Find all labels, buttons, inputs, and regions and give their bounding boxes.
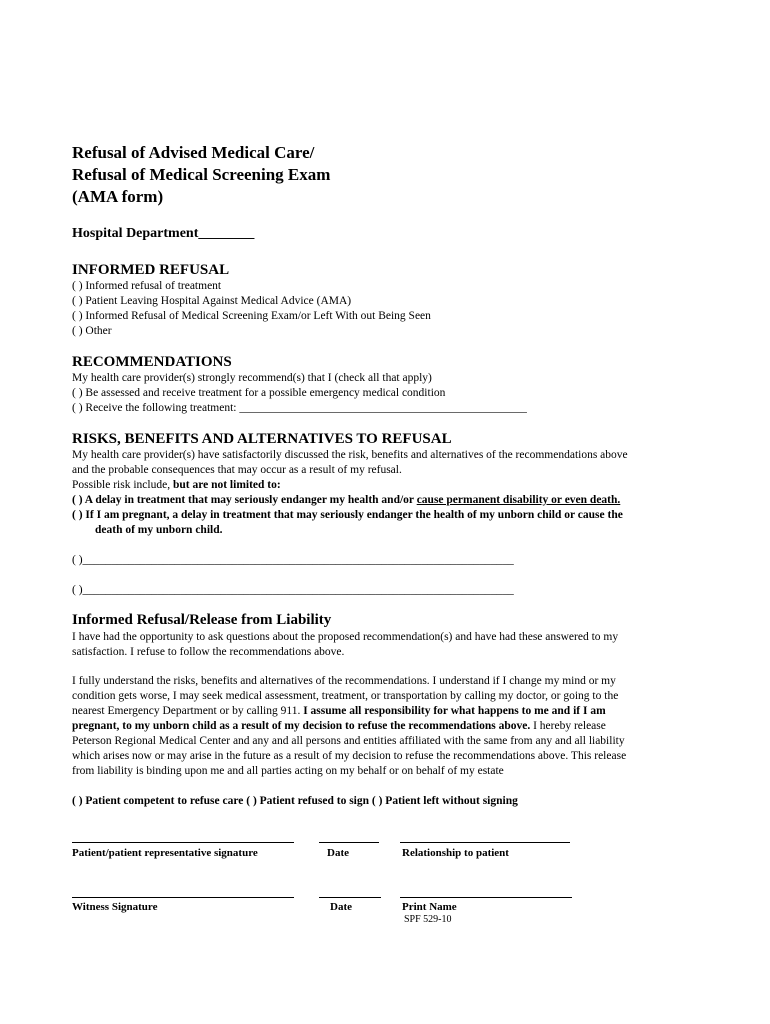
- risk-option-pregnant[interactable]: [72, 508, 692, 538]
- risk-pregnant-line-1: ( ) If I am pregnant, a delay in treatment that may seriously endanger the health of my unborn child or cause the: [72, 509, 623, 521]
- release-paragraph-1: [72, 630, 692, 660]
- release-p2-line-6: which arises now or may arise in the future as a result of my decision to refuse the recommendations above. This release: [72, 750, 627, 762]
- risk-blank-2[interactable]: ( )___________________________________________________________________________: [72, 584, 514, 596]
- risk-option-delay[interactable]: [72, 493, 692, 508]
- recommendations-list: [72, 371, 527, 416]
- print-name-line[interactable]: [400, 897, 572, 898]
- date-line-2[interactable]: [319, 897, 381, 898]
- release-p2-line-4a: pregnant, to my unborn child as a result of my decision to refuse the recommendations above.: [72, 720, 531, 732]
- hospital-department-field[interactable]: Hospital Department________: [72, 226, 255, 241]
- risk-blank-1[interactable]: ( )___________________________________________________________________________: [72, 554, 514, 566]
- informed-refusal-list: [72, 279, 431, 339]
- relationship-label: Relationship to patient: [402, 847, 509, 859]
- risks-heading: RISKS, BENEFITS AND ALTERNATIVES TO REFUSAL: [72, 431, 452, 447]
- informed-refusal-heading: INFORMED REFUSAL: [72, 262, 230, 278]
- relationship-line[interactable]: [400, 842, 570, 843]
- release-p2-line-3: [72, 704, 692, 719]
- date-label-2: Date: [330, 901, 352, 913]
- release-p2-line-4: [72, 719, 692, 734]
- date-line-1[interactable]: [319, 842, 379, 843]
- possible-risk-prefix: Possible risk include,: [72, 479, 173, 491]
- recommendation-option-treatment[interactable]: ( ) Receive the following treatment: __________________________________________________: [72, 402, 527, 414]
- refusal-option-treatment[interactable]: ( ) Informed refusal of treatment: [72, 280, 222, 292]
- print-name-label: Print Name: [402, 901, 457, 913]
- patient-status-options[interactable]: ( ) Patient competent to refuse care ( ) Patient refused to sign ( ) Patient left without signing: [72, 795, 518, 807]
- release-p2-line-1: I fully understand the risks, benefits and alternatives of the recommendations. I understand if I change my mind or my: [72, 675, 616, 687]
- title-line-1: Refusal of Advised Medical Care/: [72, 143, 315, 162]
- release-paragraph-2: [72, 674, 692, 779]
- release-p1-line-1: I have had the opportunity to ask questions about the proposed recommendation(s) and have had these answered to my: [72, 631, 619, 643]
- risks-text: [72, 448, 692, 538]
- risk-pregnant-line-2: death of my unborn child.: [95, 524, 223, 536]
- release-p1-line-2: satisfaction. I refuse to follow the recommendations above.: [72, 646, 345, 658]
- patient-signature-label: Patient/patient representative signature: [72, 847, 258, 859]
- witness-signature-label: Witness Signature: [72, 901, 158, 913]
- possible-risk-line: [72, 478, 692, 493]
- release-p2-line-2: condition gets worse, I may seek medical assessment, treatment, or transportation by calling my doctor, or going to the: [72, 690, 619, 702]
- date-label-1: Date: [327, 847, 349, 859]
- release-heading: Informed Refusal/Release from Liability: [72, 612, 332, 628]
- risks-line-2: and the probable consequences that may occur as a result of my refusal.: [72, 464, 402, 476]
- form-code: SPF 529-10: [404, 914, 452, 925]
- possible-risk-bold: but are not limited to:: [172, 479, 281, 491]
- recommendations-intro: My health care provider(s) strongly recommend(s) that I (check all that apply): [72, 372, 432, 384]
- recommendation-option-assess[interactable]: ( ) Be assessed and receive treatment for a possible emergency medical condition: [72, 387, 446, 399]
- release-p2-line-7: from liability is binding upon me and all parties acting on my behalf or on behalf of my estate: [72, 765, 504, 777]
- risk-delay-prefix: ( ) A delay in treatment that may seriously endanger my health and/or: [72, 494, 417, 506]
- release-p2-line-5: Peterson Regional Medical Center and any and all persons and entities affiliated with the same from any and all liability: [72, 735, 625, 747]
- release-p2-line-4b: I hereby release: [530, 720, 606, 732]
- refusal-option-screening[interactable]: ( ) Informed Refusal of Medical Screening Exam/or Left With out Being Seen: [72, 310, 431, 322]
- title-line-2: Refusal of Medical Screening Exam: [72, 165, 331, 184]
- form-title: [72, 142, 330, 208]
- recommendations-heading: RECOMMENDATIONS: [72, 354, 232, 370]
- release-p2-line-3a: nearest Emergency Department or by calling 911.: [72, 705, 304, 717]
- title-line-3: (AMA form): [72, 187, 164, 206]
- risks-line-1: My health care provider(s) have satisfactorily discussed the risk, benefits and alternatives of the recommendations above: [72, 449, 628, 461]
- patient-signature-line[interactable]: [72, 842, 294, 843]
- refusal-option-other[interactable]: ( ) Other: [72, 325, 112, 337]
- witness-signature-line[interactable]: [72, 897, 294, 898]
- refusal-option-ama[interactable]: ( ) Patient Leaving Hospital Against Medical Advice (AMA): [72, 295, 352, 307]
- risk-delay-underlined: cause permanent disability or even death.: [416, 494, 621, 506]
- release-p2-line-3b: I assume all responsibility for what happens to me and if I am: [303, 705, 606, 717]
